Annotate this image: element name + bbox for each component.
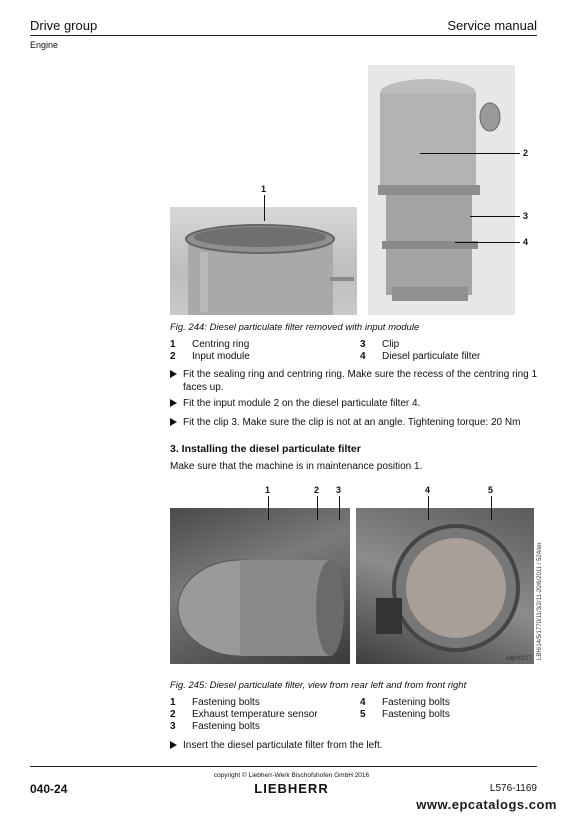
- section-intro: Make sure that the machine is in maintenance position 1.: [170, 461, 423, 472]
- callout-2: 2: [523, 148, 529, 158]
- legend-num: 3: [360, 339, 366, 350]
- photo-id: sdp00317: [505, 656, 532, 662]
- figure-244-photo-left: [170, 207, 357, 315]
- leader-5: [491, 496, 492, 520]
- figure-244-legend: [170, 339, 530, 369]
- header-rule: [30, 35, 537, 36]
- leader-4: [455, 242, 520, 243]
- step-item: [170, 739, 540, 753]
- footer-copyright: copyright © Liebherr-Werk Bischofshofen GmbH 2016: [213, 772, 370, 779]
- legend-num: 4: [360, 697, 366, 708]
- legend-num: 2: [170, 709, 176, 720]
- figure-244-caption: Fig. 244: Diesel particulate filter removed with input module: [170, 322, 420, 333]
- callout-1: 1: [265, 485, 271, 495]
- callout-4: 4: [425, 485, 431, 495]
- leader-2: [420, 153, 520, 154]
- page-number: 040-24: [30, 782, 68, 796]
- callout-3: 3: [523, 211, 529, 221]
- step-text: Insert the diesel particulate filter from the left.: [183, 740, 383, 751]
- particulate-filter-illustration: [368, 65, 515, 315]
- legend-text: Input module: [192, 351, 250, 362]
- figure-245-legend: [170, 697, 530, 737]
- figure-244-photo-right: [368, 65, 515, 315]
- bullet-triangle-icon: [170, 741, 177, 749]
- filter-input-module-illustration: [170, 207, 357, 315]
- bullet-triangle-icon: [170, 418, 177, 426]
- step-item: [170, 416, 540, 430]
- watermark: www.epcatalogs.com: [416, 797, 557, 812]
- leader-3: [339, 496, 340, 520]
- header-manual: Service manual: [447, 18, 537, 33]
- step-text: Fit the sealing ring and centring ring. Make sure the recess of the centring ring 1 faces up.: [183, 369, 538, 393]
- callout-3: 3: [336, 485, 342, 495]
- bullet-triangle-icon: [170, 399, 177, 407]
- legend-num: 2: [170, 351, 176, 362]
- legend-text: Fastening bolts: [192, 697, 260, 708]
- leader-4: [428, 496, 429, 520]
- callout-2: 2: [314, 485, 320, 495]
- callout-1: 1: [261, 184, 267, 194]
- figure-245-caption: Fig. 245: Diesel particulate filter, view from rear left and from front right: [170, 680, 467, 691]
- document-id: L576-1169: [489, 783, 537, 794]
- leader-2: [317, 496, 318, 520]
- side-reference: LBH/14/5/1770/11/3/2/11-20/6/2011 / 524/en: [537, 542, 543, 660]
- header-section: Engine: [30, 40, 59, 50]
- legend-num: 4: [360, 351, 366, 362]
- legend-num: 1: [170, 697, 176, 708]
- callout-5: 5: [488, 485, 494, 495]
- step-item: [170, 368, 540, 394]
- leader-3: [470, 216, 520, 217]
- figure-245-photo-right: [356, 508, 534, 664]
- filter-front-view-illustration: [356, 508, 534, 664]
- legend-text: Fastening bolts: [382, 709, 450, 720]
- filter-rear-view-illustration: [170, 508, 350, 664]
- callout-4: 4: [523, 237, 529, 247]
- legend-text: Clip: [382, 339, 400, 350]
- step-text: Fit the input module 2 on the diesel particulate filter 4.: [183, 398, 421, 409]
- legend-num: 1: [170, 339, 176, 350]
- bullet-triangle-icon: [170, 370, 177, 378]
- liebherr-logo: LIEBHERR: [254, 781, 329, 796]
- header-group: Drive group: [30, 18, 98, 33]
- figure-245-photo-left: [170, 508, 350, 664]
- legend-text: Exhaust temperature sensor: [192, 709, 318, 720]
- footer-rule: [30, 766, 537, 767]
- legend-num: 5: [360, 709, 366, 720]
- legend-text: Diesel particulate filter: [382, 351, 481, 362]
- legend-text: Fastening bolts: [382, 697, 450, 708]
- legend-text: Centring ring: [192, 339, 250, 350]
- leader-1: [264, 195, 265, 221]
- legend-num: 3: [170, 721, 176, 732]
- leader-1: [268, 496, 269, 520]
- section-heading: 3. Installing the diesel particulate filter: [170, 443, 361, 455]
- step-item: [170, 397, 540, 411]
- legend-text: Fastening bolts: [192, 721, 260, 732]
- step-text: Fit the clip 3. Make sure the clip is not at an angle. Tightening torque: 20 Nm: [183, 417, 521, 428]
